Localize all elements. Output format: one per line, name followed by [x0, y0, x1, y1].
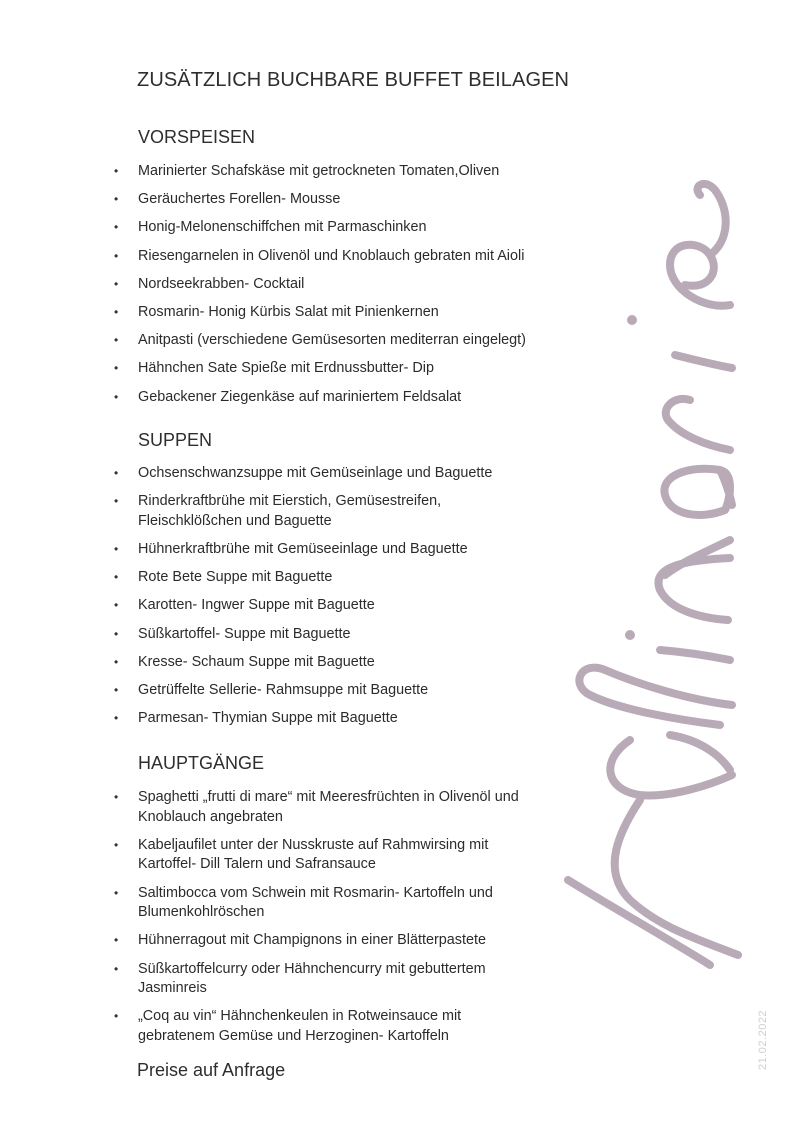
- list-item: • Ochsenschwanzsuppe mit Gemüseinlage und Baguette: [138, 464, 483, 484]
- script-k-arm: [615, 800, 738, 955]
- script-a: [664, 469, 732, 515]
- kulinarie-script-logo: [560, 180, 750, 980]
- script-i-stem: [660, 650, 730, 660]
- script-r: [666, 399, 730, 450]
- list-item: • Süßkartoffelcurry oder Hähnchencurry mit gebuttertem Jasminreis: [138, 960, 538, 999]
- section-heading-suppen: SUPPEN: [138, 430, 213, 450]
- script-k-stem: [568, 880, 710, 965]
- section-heading-vorspeisen: VORSPEISEN: [138, 127, 256, 147]
- script-n: [658, 540, 730, 620]
- list-item: • Hühnerkraftbrühe mit Gemüseeinlage und Baguette: [138, 540, 483, 560]
- list-item: • Marinierter Schafskäse mit getrockneten Tomaten,Oliven: [138, 162, 578, 182]
- list-item: • „Coq au vin“ Hähnchenkeulen in Rotweinsauce mit gebratenem Gemüse und Herzoginen- Kartoffeln: [138, 1007, 538, 1046]
- script-i2-dot: [627, 315, 637, 325]
- list-item: • Karotten- Ingwer Suppe mit Baguette: [138, 596, 483, 616]
- list-item: • Rosmarin- Honig Kürbis Salat mit Pinienkernen: [138, 303, 578, 323]
- script-i-dot: [625, 630, 635, 640]
- list-item: • Hähnchen Sate Spieße mit Erdnussbutter- Dip: [138, 359, 578, 379]
- suppen-list: [138, 464, 493, 737]
- section-heading-hauptgaenge: HAUPTGÄNGE: [138, 753, 265, 773]
- list-item: • Rote Bete Suppe mit Baguette: [138, 568, 483, 588]
- script-i2-stem: [675, 355, 732, 368]
- list-item: • Anitpasti (verschiedene Gemüsesorten mediterran eingelegt): [138, 331, 578, 351]
- script-l: [579, 668, 732, 725]
- script-u: [610, 735, 732, 795]
- list-item: • Rinderkraftbrühe mit Eierstich, Gemüsestreifen, Fleischklößchen und Baguette: [138, 492, 483, 531]
- list-item: • Geräuchertes Forellen- Mousse: [138, 190, 578, 210]
- list-item: • Riesengarnelen in Olivenöl und Knoblauch gebraten mit Aioli: [138, 247, 578, 267]
- list-item: • Kresse- Schaum Suppe mit Baguette: [138, 653, 483, 673]
- list-item: • Kabeljaufilet unter der Nusskruste auf Rahmwirsing mit Kartoffel- Dill Talern und Safransauce: [138, 836, 538, 875]
- script-e-flourish: [670, 184, 730, 306]
- list-item: • Honig-Melonenschiffchen mit Parmaschinken: [138, 218, 578, 238]
- list-item: • Hühnerragout mit Champignons in einer Blätterpastete: [138, 931, 538, 951]
- list-item: • Getrüffelte Sellerie- Rahmsuppe mit Baguette: [138, 681, 483, 701]
- list-item: • Parmesan- Thymian Suppe mit Baguette: [138, 709, 483, 729]
- document-date: 21.02.2022: [757, 1009, 769, 1070]
- list-item: • Süßkartoffel- Suppe mit Baguette: [138, 625, 483, 645]
- list-item: • Spaghetti „frutti di mare“ mit Meeresfrüchten in Olivenöl und Knoblauch angebraten: [138, 788, 538, 827]
- vorspeisen-list: [138, 162, 578, 416]
- price-note: Preise auf Anfrage: [137, 1060, 286, 1080]
- list-item: • Saltimbocca vom Schwein mit Rosmarin- Kartoffeln und Blumenkohlröschen: [138, 884, 538, 923]
- page-title: ZUSÄTZLICH BUCHBARE BUFFET BEILAGEN: [137, 69, 570, 91]
- hauptgaenge-list: [138, 788, 538, 1055]
- list-item: • Nordseekrabben- Cocktail: [138, 275, 578, 295]
- list-item: • Gebackener Ziegenkäse auf mariniertem Feldsalat: [138, 388, 578, 408]
